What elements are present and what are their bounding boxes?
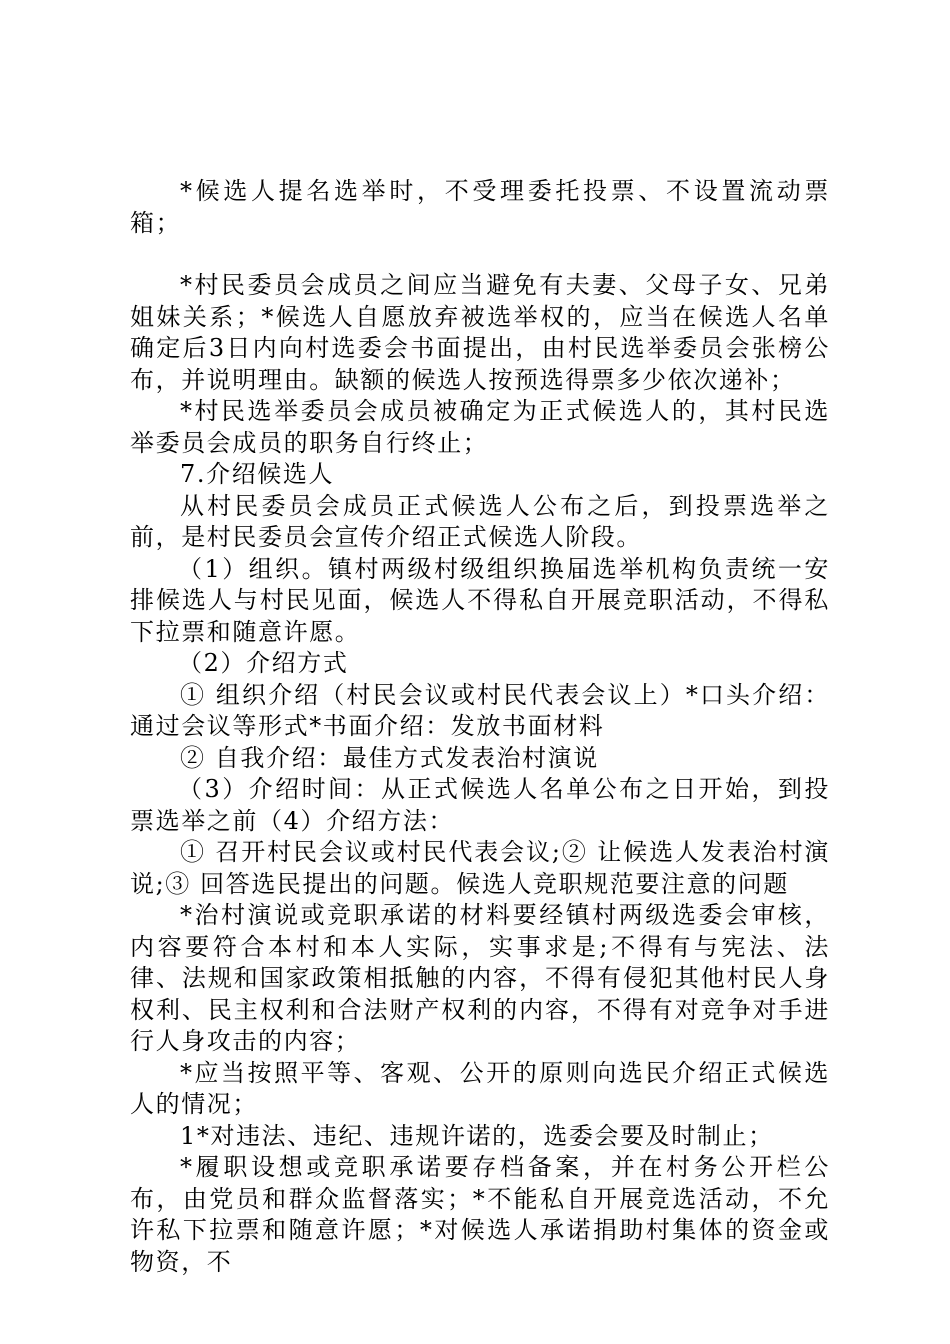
paragraph-introduction-approach: ① 召开村民会议或村民代表会议;② 让候选人发表治村演说;③ 回答选民提出的问题。候选人竞职规范要注意的问题 (130, 838, 830, 898)
paragraph-publicity-stage: 从村民委员会成员正式候选人公布之后，到投票选举之前，是村民委员会宣传介绍正式候选人阶段。 (130, 491, 830, 551)
paragraph-self-introduction: ② 自我介绍：最佳方式发表治村演说 (180, 743, 599, 772)
paragraph-no-proxy-voting: *候选人提名选举时，不受理委托投票、不设置流动票箱； (130, 177, 830, 237)
paragraph-introduction-methods-heading: （2）介绍方式 (178, 649, 349, 677)
paragraph-kinship-avoidance: *村民委员会成员之间应当避免有夫妻、父母子女、兄弟姐妹关系；*候选人自愿放弃被选举权的，应当在候选人名单确定后3日内向村选委会书面提出，由村民选举委员会张榜公布，并说明理由。缺额的候选人按预选得票多少依次递补； (130, 271, 830, 394)
paragraph-organization: （1）组织。镇村两级村级组织换届选举机构负责统一安排候选人与村民见面，候选人不得私自开展竞职活动，不得私下拉票和随意许愿。 (130, 554, 830, 646)
paragraph-committee-member-termination: *村民选举委员会成员被确定为正式候选人的，其村民选举委员会成员的职务自行终止； (130, 397, 830, 457)
paragraph-speech-review: *治村演说或竞职承诺的材料要经镇村两级选委会审核，内容要符合本村和本人实际，实事求是;不得有与宪法、法律、法规和国家政策相抵触的内容，不得有侵犯其他村民人身权利、民主权利和合法财产权利的内容，不得有对竞争对手进行人身攻击的内容； (130, 901, 830, 1055)
document-body (130, 176, 830, 1278)
paragraph-commitment-archive: *履职设想或竞职承诺要存档备案，并在村务公开栏公布，由党员和群众监督落实；*不能私自开展竞选活动，不允许私下拉票和随意许愿；*对候选人承诺捐助村集体的资金或物资，不 (130, 1153, 830, 1276)
paragraph-stop-illegal-promises: 1*对违法、违纪、违规许诺的，选委会要及时制止； (180, 1121, 774, 1150)
section-heading-introduce-candidates: 7.介绍候选人 (180, 460, 335, 488)
paragraph-introduction-time: （3）介绍时间：从正式候选人名单公布之日开始，到投票选举之前（4）介绍方法： (130, 775, 830, 835)
paragraph-equal-objective-public: *应当按照平等、客观、公开的原则向选民介绍正式候选人的情况； (130, 1058, 830, 1118)
paragraph-organized-introduction: ① 组织介绍（村民会议或村民代表会议上）*口头介绍：通过会议等形式*书面介绍：发放书面材料 (130, 680, 830, 740)
